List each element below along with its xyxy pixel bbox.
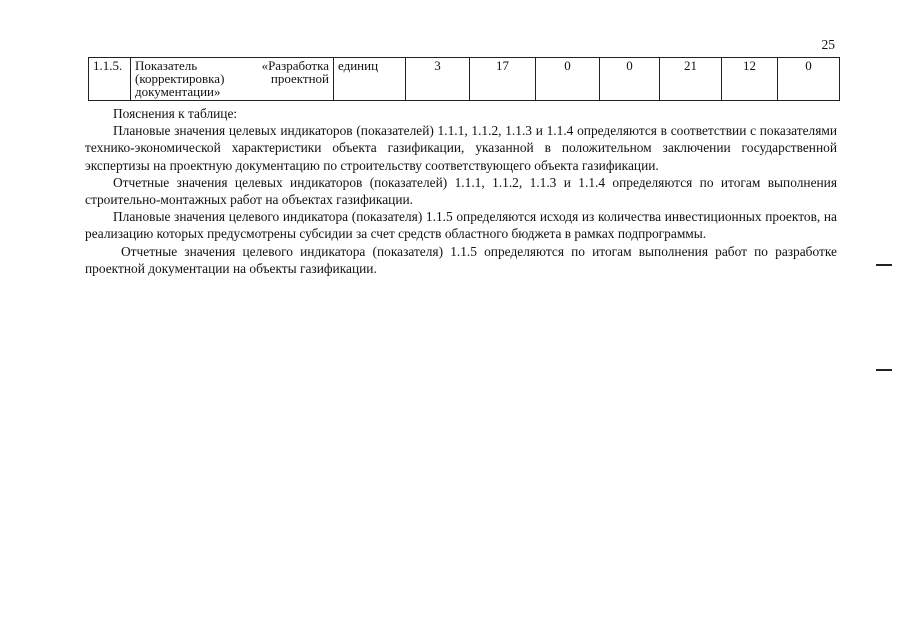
table-cell: 21 <box>660 58 722 101</box>
indicator-name-word: «Разработка <box>261 58 329 73</box>
table-cell: 0 <box>778 58 840 101</box>
table-cell: 0 <box>536 58 600 101</box>
indicator-unit: единиц <box>334 58 406 101</box>
table-cell: 12 <box>722 58 778 101</box>
indicator-name-word: проектной <box>270 71 329 86</box>
table-row <box>89 58 840 101</box>
indicator-name-word: Показатель <box>135 58 198 73</box>
indicator-name-word: документации» <box>135 84 221 99</box>
indicators-table <box>88 57 840 101</box>
indicator-code: 1.1.5. <box>89 58 131 101</box>
scan-mark <box>876 369 892 371</box>
notes-paragraph: Отчетные значения целевых индикаторов (показателей) 1.1.1, 1.1.2, 1.1.3 и 1.1.4 определяются по итогам выполнения строительно-монтажных работ на объектах газификации. <box>85 174 837 208</box>
notes-paragraph: Плановые значения целевых индикаторов (показателей) 1.1.1, 1.1.2, 1.1.3 и 1.1.4 определяются в соответствии с показателями технико-экономической характеристики объекта газификации, указанной в положительном заключении государственной экспертизы на проектную документацию по строительству соответствующего объекта газификации. <box>85 123 837 173</box>
notes-caption: Пояснения к таблице: <box>113 106 238 121</box>
indicator-name-word: (корректировка) <box>135 71 225 86</box>
table-cell: 3 <box>406 58 470 101</box>
table-cell: 0 <box>600 58 660 101</box>
table-notes <box>85 105 837 277</box>
indicator-name <box>131 58 334 101</box>
notes-paragraph: Плановые значения целевого индикатора (показателя) 1.1.5 определяются исходя из количества инвестиционных проектов, на реализацию которых предусмотрены субсидии за счет средств областного бюджета в рамках подпрограммы. <box>85 209 837 242</box>
table-cell: 17 <box>470 58 536 101</box>
notes-paragraph: Отчетные значения целевого индикатора (показателя) 1.1.5 определяются по итогам выполнения работ по разработке проектной документации на объекты газификации. <box>85 243 837 276</box>
scan-mark <box>876 264 892 266</box>
page-number: 25 <box>821 37 835 52</box>
